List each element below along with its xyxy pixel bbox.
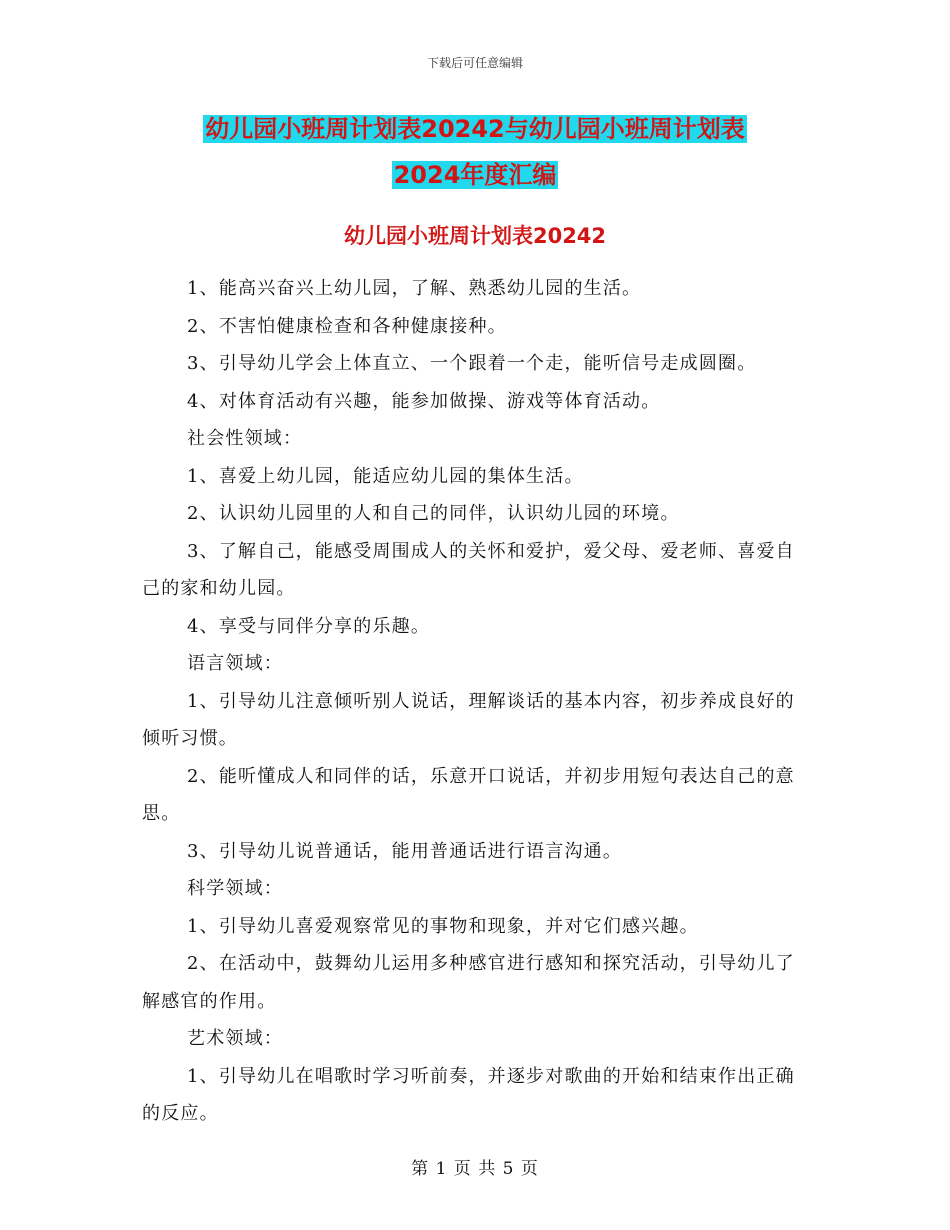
title-highlight-2: 2024年度汇编 — [393, 161, 557, 189]
page-footer: 第 1 页 共 5 页 — [411, 1159, 539, 1179]
body-paragraph: 2、在活动中，鼓舞幼儿运用多种感官进行感知和探究活动，引导幼儿了解感官的作用。 — [142, 953, 795, 1012]
body-paragraph: 2、不害怕健康检查和各种健康接种。 — [187, 315, 507, 337]
body-paragraph: 4、对体育活动有兴趣，能参加做操、游戏等体育活动。 — [187, 390, 661, 412]
body-paragraph: 1、能高兴奋兴上幼儿园，了解、熟悉幼儿园的生活。 — [187, 278, 642, 299]
body-paragraph: 3、引导幼儿学会上体直立、一个跟着一个走，能听信号走成圆圈。 — [187, 353, 757, 374]
domain-heading-science: 科学领域： — [187, 878, 283, 899]
section-title: 幼儿园小班周计划表20242 — [343, 224, 607, 248]
document-title-line-1 — [0, 111, 950, 147]
document-title-line-2 — [0, 157, 950, 193]
body-paragraph: 4、享受与同伴分享的乐趣。 — [187, 615, 431, 637]
body-paragraph: 2、认识幼儿园里的人和自己的同伴，认识幼儿园的环境。 — [187, 503, 680, 524]
page-header-note: 下载后可任意编辑 — [426, 56, 523, 70]
document-body — [142, 270, 810, 1133]
body-paragraph: 1、引导幼儿在唱歌时学习听前奏，并逐步对歌曲的开始和结束作出正确的反应。 — [142, 1065, 795, 1124]
domain-heading-social: 社会性领域： — [187, 428, 303, 449]
body-paragraph: 3、了解自己，能感受周围成人的关怀和爱护，爱父母、爱老师、喜爱自己的家和幼儿园。 — [142, 540, 795, 599]
title-highlight-1: 幼儿园小班周计划表20242与幼儿园小班周计划表 — [205, 115, 745, 143]
domain-heading-art: 艺术领域： — [187, 1028, 283, 1049]
body-paragraph: 1、喜爱上幼儿园，能适应幼儿园的集体生活。 — [187, 465, 584, 487]
body-paragraph: 1、引导幼儿注意倾听别人说话，理解谈话的基本内容，初步养成良好的倾听习惯。 — [142, 690, 795, 749]
domain-heading-language: 语言领域： — [187, 653, 283, 674]
body-paragraph: 1、引导幼儿喜爱观察常见的事物和现象，并对它们感兴趣。 — [187, 915, 699, 937]
body-paragraph: 3、引导幼儿说普通话，能用普通话进行语言沟通。 — [187, 840, 623, 862]
body-paragraph: 2、能听懂成人和同伴的话，乐意开口说话，并初步用短句表达自己的意思。 — [142, 765, 795, 824]
